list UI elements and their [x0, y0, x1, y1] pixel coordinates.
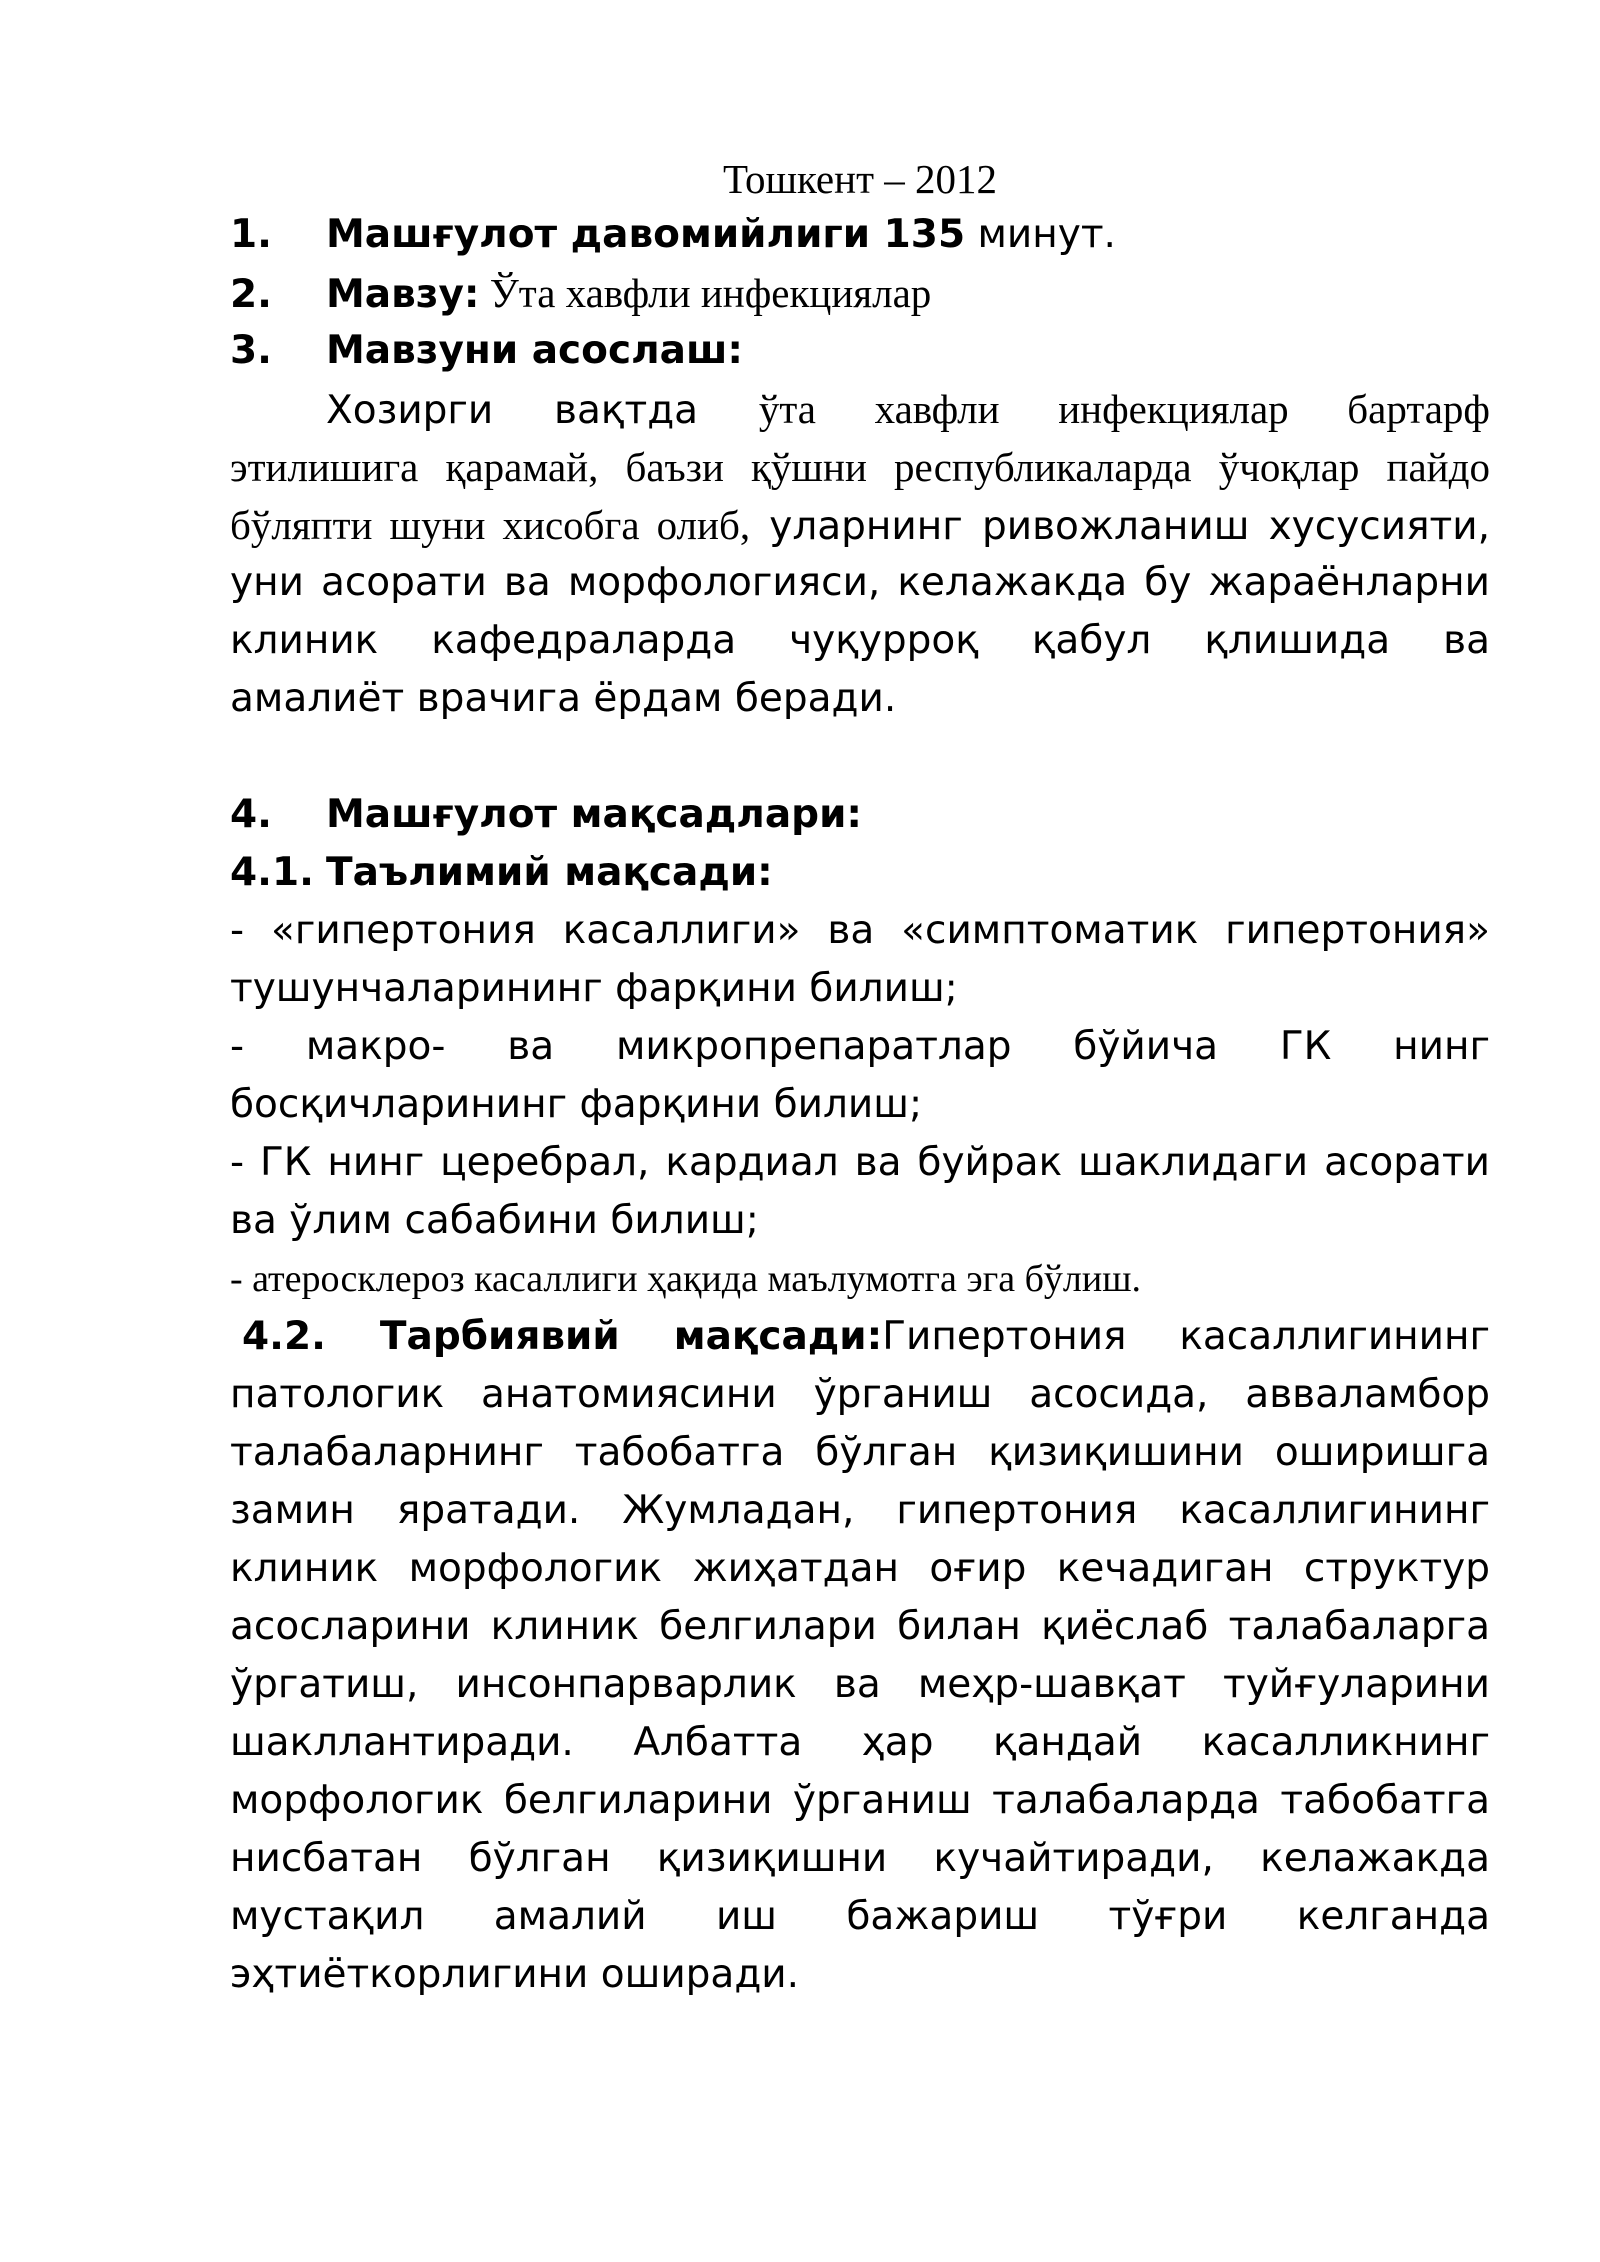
- item-2: [230, 264, 1490, 322]
- goal-line: босқичларининг фарқини билиш;: [230, 1082, 923, 1127]
- paragraph-line: уни асорати ва морфологияси, келажакда бу жараёнларни: [230, 560, 1490, 605]
- paragraph-line: шакллантиради. Албатта ҳар қандай касалликнинг: [230, 1720, 1490, 1765]
- paragraph-line: мустақил амалий иш бажариш тўғри келганда: [230, 1894, 1490, 1939]
- paragraph-line: клиник кафедраларда чуқурроқ қабул қлишида ва: [230, 618, 1490, 663]
- paragraph-text: уларнинг ривожланиш хусусияти,: [750, 504, 1490, 549]
- goal-line: - «гипертония касаллиги» ва «симптоматик гипертония»: [230, 908, 1490, 953]
- item-4-2: [230, 1308, 1490, 1366]
- paragraph-line: этилишига қарамай, баъзи қўшни республикаларда ўчоқлар пайдо: [230, 444, 1490, 490]
- item-number: 2.: [230, 272, 272, 317]
- item-1: [230, 206, 1490, 264]
- city-year: Тошкент – 2012: [723, 156, 997, 202]
- item-label: Машғулот мақсадлари:: [326, 792, 863, 837]
- paragraph-line: амалиёт врачига ёрдам беради.: [230, 676, 897, 721]
- paragraph-text: бўляпти шуни хисобга олиб,: [230, 502, 751, 548]
- item-number: 1.: [230, 212, 272, 257]
- paragraph-line: нисбатан бўлган қизиқишни кучайтиради, келажакда: [230, 1836, 1490, 1881]
- paragraph-line: патологик анатомиясини ўрганиш асосида, авваламбор: [230, 1372, 1490, 1417]
- item-text: минут.: [965, 212, 1116, 257]
- item-4-1: [230, 844, 1490, 902]
- item-label: 4.2. Тарбиявий мақсади:: [242, 1314, 883, 1359]
- paragraph-line: ўргатиш, инсонпарварлик ва меҳр-шавқат туйғуларини: [230, 1662, 1490, 1707]
- paragraph-text: Гипертония касаллигининг: [882, 1314, 1490, 1359]
- item-number: 3.: [230, 328, 272, 373]
- paragraph-line: морфологик белгиларини ўрганиш талабаларда табобатга: [230, 1778, 1490, 1823]
- paragraph-text: Хозирги вақтда: [326, 388, 699, 433]
- item-label: Таълимий мақсади:: [326, 850, 773, 895]
- goal-line: - макро- ва микропрепаратлар бўйича ГК нинг: [230, 1024, 1490, 1069]
- item-label: Мавзу:: [326, 272, 480, 317]
- goal-line: ва ўлим сабабини билиш;: [230, 1198, 759, 1243]
- item-number: 4.1.: [230, 850, 314, 895]
- item-3: [230, 322, 1490, 380]
- paragraph-line: клиник морфологик жиҳатдан оғир кечадиган структур: [230, 1546, 1490, 1591]
- paragraph-line: [230, 380, 1490, 438]
- paragraph-line: талабаларнинг табобатга бўлган қизиқишини оширишга: [230, 1430, 1490, 1475]
- paragraph-line: [230, 496, 1490, 554]
- paragraph-text: ўта хавфли инфекциялар бартарф: [758, 386, 1490, 432]
- paragraph-line: замин яратади. Жумладан, гипертония касаллигининг: [230, 1488, 1490, 1533]
- goal-line: - атеросклероз касаллиги ҳақида маълумотга эга бўлиш.: [230, 1258, 1141, 1300]
- item-text: Ўта хавфли инфекциялар: [479, 270, 932, 316]
- item-number: 4.: [230, 792, 272, 837]
- item-label: Мавзуни асослаш:: [326, 328, 743, 373]
- goal-line: тушунчаларининг фарқини билиш;: [230, 966, 958, 1011]
- item-label: Машғулот давомийлиги 135: [326, 212, 966, 257]
- paragraph-line: асосларини клиник белгилари билан қиёслаб талабаларга: [230, 1604, 1490, 1649]
- item-4: [230, 786, 1490, 844]
- goal-line: - ГК нинг церебрал, кардиал ва буйрак шаклидаги асорати: [230, 1140, 1490, 1185]
- paragraph-line: эҳтиёткорлигини оширади.: [230, 1952, 800, 1997]
